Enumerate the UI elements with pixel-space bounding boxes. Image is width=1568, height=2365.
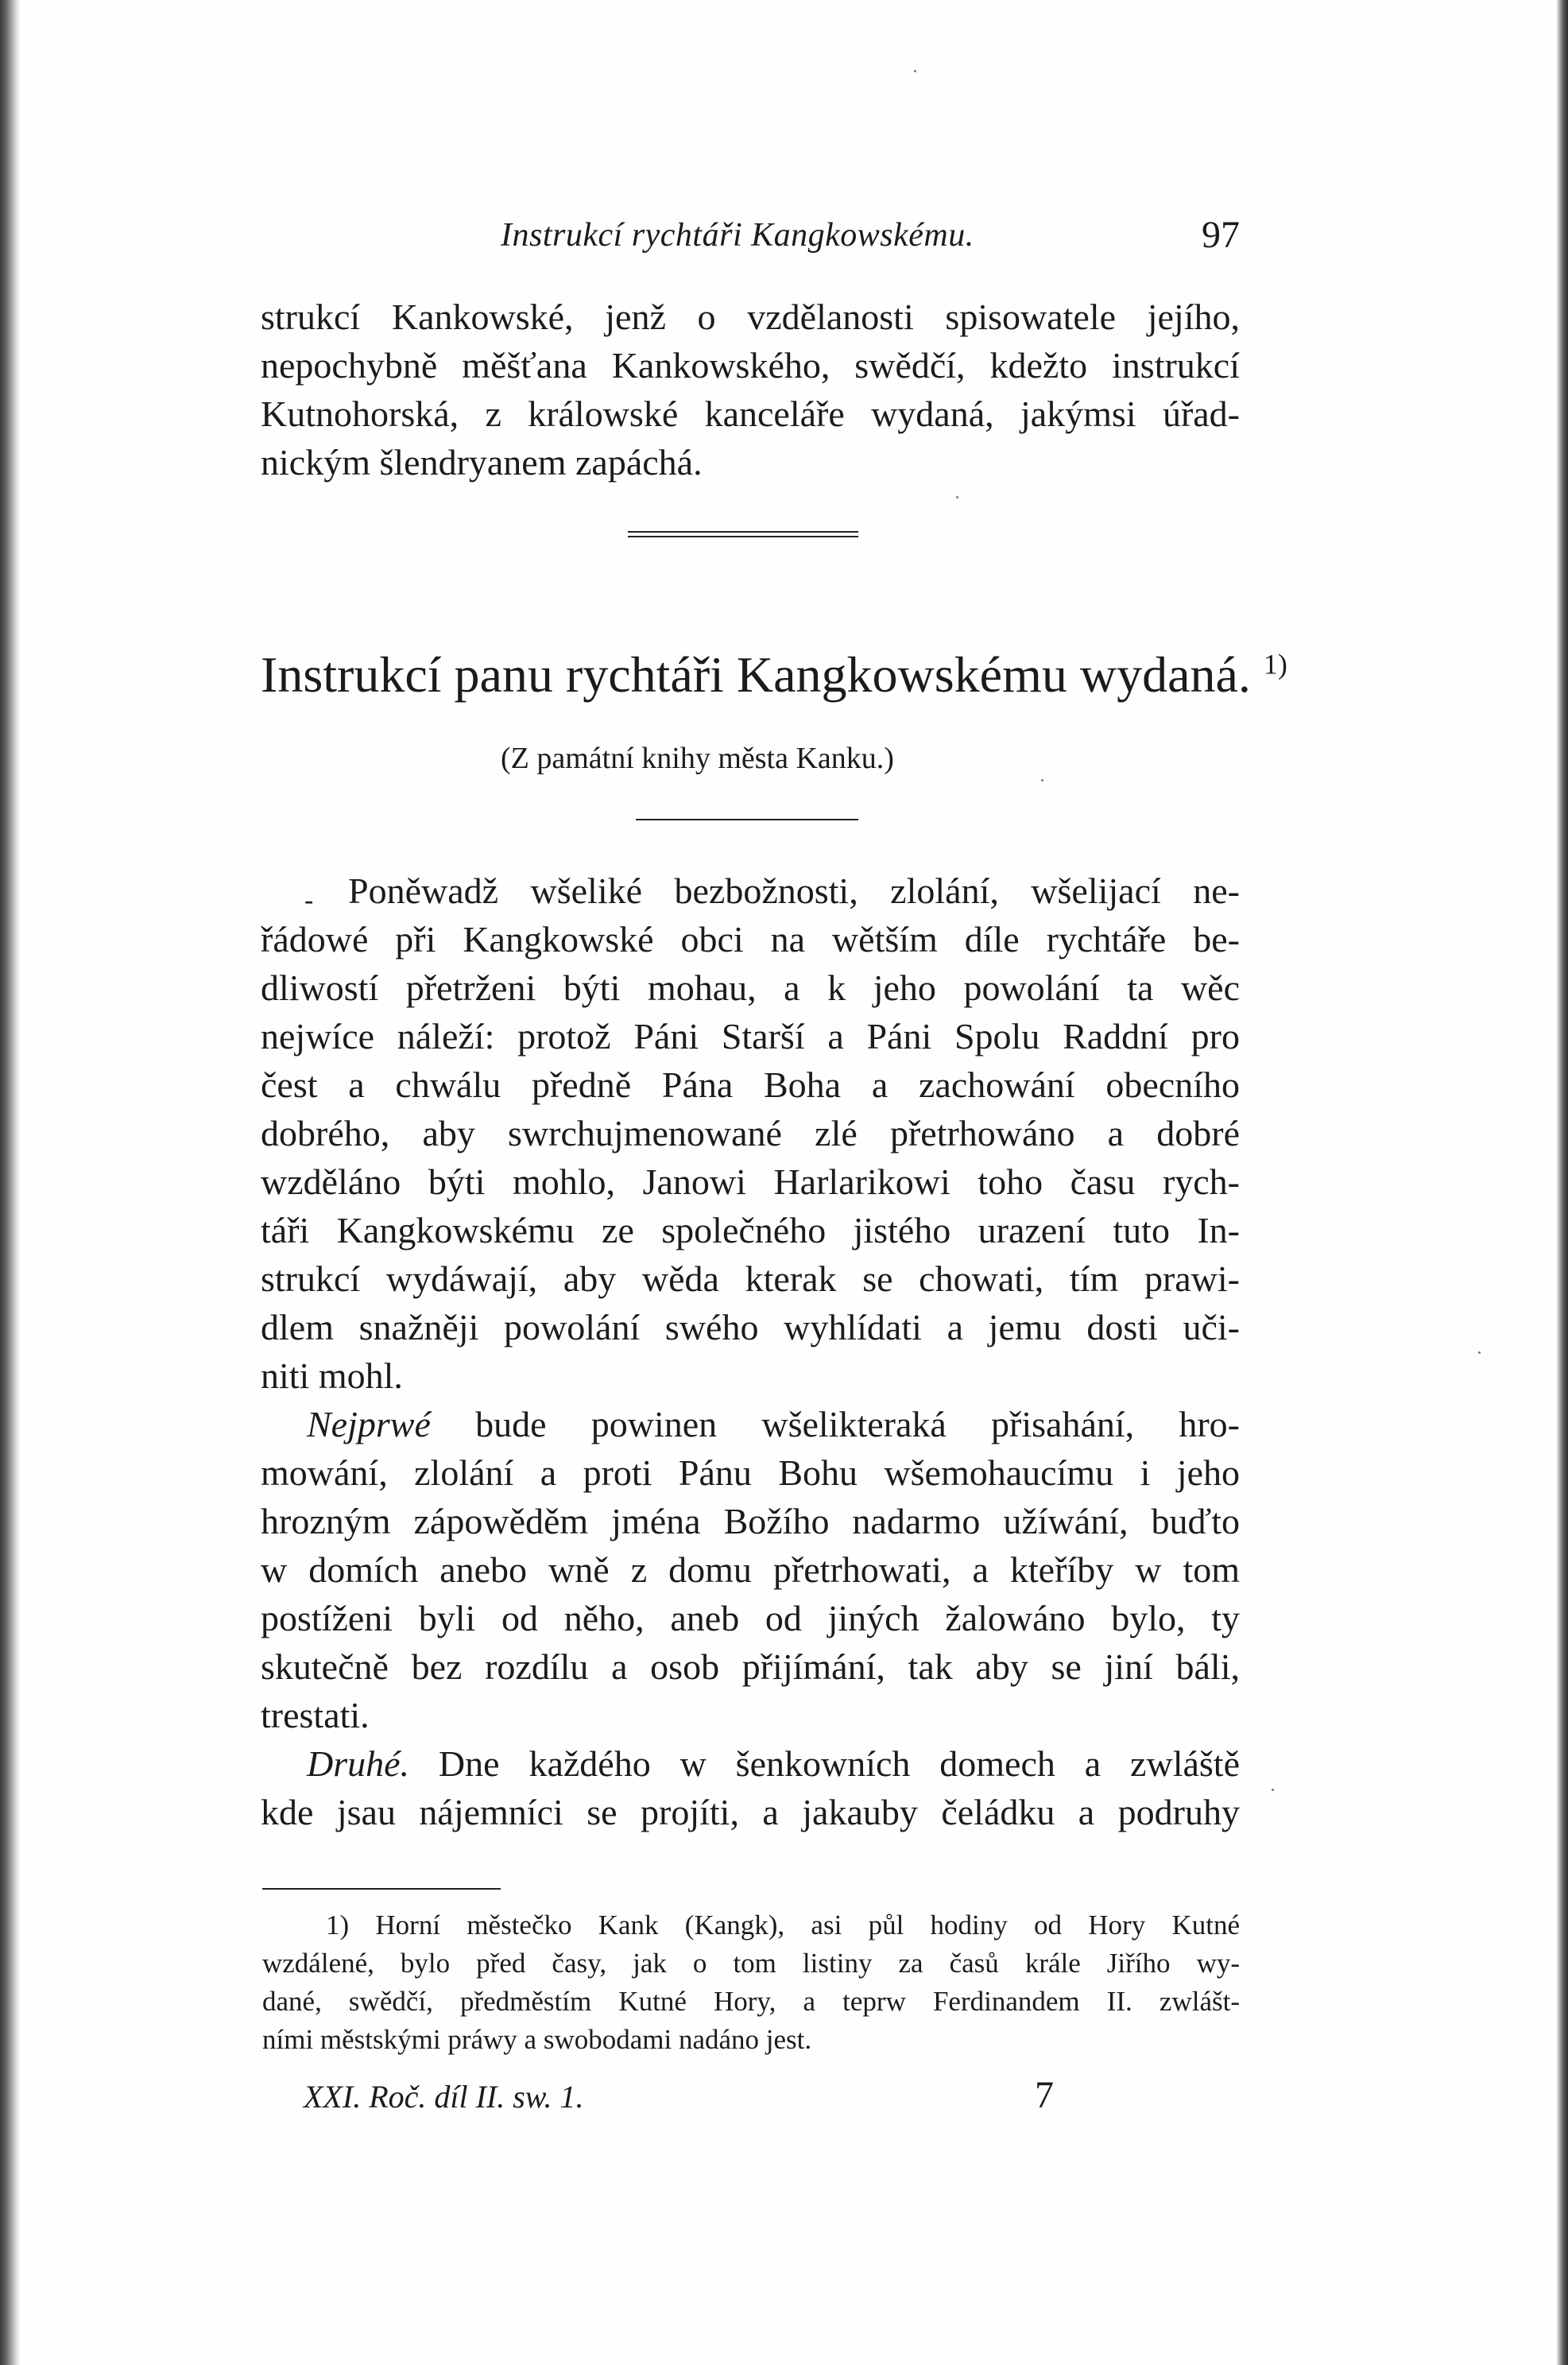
body-line: čest a chwálu předně Pána Boha a zachowání obecního	[261, 1064, 1240, 1105]
page-number: 97	[1202, 214, 1240, 256]
single-rule-divider	[636, 819, 858, 820]
paper-speck	[956, 496, 958, 498]
intro-line: Kutnohorská, z králowské kanceláře wydaná, jakýmsi úřad-	[261, 394, 1240, 434]
footnote-rule	[262, 1888, 501, 1890]
body-line: skutečně bez rozdílu a osob přijímání, tak aby se jiní báli,	[261, 1646, 1240, 1687]
body-line: dobrého, aby swrchujmenowané zlé přetrhowáno a dobré	[261, 1113, 1240, 1153]
body-line: dliwostí přetrženi býti mohau, a k jeho powolání ta wěc	[261, 967, 1240, 1008]
body-line: w domích anebo wně z domu přetrhowati, a kteříby w tom	[261, 1549, 1240, 1590]
paper-speck	[1272, 1789, 1274, 1791]
body-line: niti mohl.	[261, 1355, 403, 1396]
intro-paragraph	[261, 293, 1240, 487]
body-line	[261, 1400, 1240, 1448]
running-title: Instrukcí rychtáři Kangkowskému.	[501, 217, 974, 254]
paragraph-label: Nejprwé	[307, 1404, 431, 1444]
footnote	[262, 1906, 1240, 2059]
margin-dash: -	[304, 886, 314, 915]
intro-line: nickým šlendryanem zapáchá.	[261, 442, 703, 483]
intro-line: strukcí Kankowské, jenž o vzdělanosti spisowatele jejího,	[261, 297, 1240, 337]
running-header	[262, 216, 1240, 264]
footnote-marker: 1)	[1263, 648, 1287, 680]
paper-speck	[1041, 779, 1043, 781]
body-line: mowání, zlolání a proti Pánu Bohu wšemohaucímu i jeho	[261, 1452, 1240, 1493]
footnote-line: wzdálené, bylo před časy, jak o tom listiny za časů krále Jiřího wy-	[262, 1948, 1240, 1979]
body-line: trestati.	[261, 1695, 370, 1735]
body-line: řádowé při Kangkowské obci na wětším díle rychtáře be-	[261, 919, 1240, 960]
body-line	[261, 1739, 1240, 1788]
page-left-shadow	[0, 0, 21, 2365]
body-text	[261, 867, 1240, 1836]
body-line: nejwíce náleží: protož Páni Starší a Páni Spolu Raddní pro	[261, 1016, 1240, 1056]
footnote-line: dané, swědčí, předměstím Kutné Hory, a teprw Ferdinandem II. zwlášt-	[262, 1986, 1240, 2017]
body-line: Poněwadž wšeliké bezbožnosti, zlolání, wšelijací ne-	[348, 870, 1240, 911]
body-line: hrozným zápowěděm jména Božího nadarmo užíwání, buďto	[261, 1501, 1240, 1541]
page-right-shadow	[1557, 0, 1568, 2365]
body-line: strukcí wydáwají, aby wěda kterak se chowati, tím prawi-	[261, 1258, 1240, 1299]
sheet-number: 7	[1035, 2074, 1054, 2116]
volume-signature: XXI. Roč. díl II. sw. 1.	[304, 2079, 584, 2115]
paragraph-label: Druhé.	[307, 1743, 410, 1784]
section-title-text: Instrukcí panu rychtáři Kangkowskému wydaná.	[261, 646, 1251, 703]
body-line: wzděláno býti mohlo, Janowi Harlarikowi toho času rych-	[261, 1161, 1240, 1202]
source-note: (Z památní knihy města Kanku.)	[501, 742, 894, 775]
body-line: postíženi byli od něho, aneb od jiných žalowáno bylo, ty	[261, 1598, 1240, 1638]
body-line: táři Kangkowskému ze společného jistého urazení tuto In-	[261, 1210, 1240, 1250]
body-line-text: Dne každého w šenkowních domech a zwláště	[409, 1743, 1240, 1784]
section-title	[261, 646, 1294, 704]
paper-speck	[1478, 1351, 1481, 1354]
body-line: dlem snažněji powolání swého wyhlídati a jemu dosti uči-	[261, 1307, 1240, 1347]
double-rule-divider	[628, 531, 858, 537]
footnote-line: 1) Horní městečko Kank (Kangk), asi půl hodiny od Hory Kutné	[326, 1909, 1240, 1940]
body-line: kde jsau nájemníci se projíti, a jakauby čeládku a podruhy	[261, 1792, 1240, 1832]
paper-speck	[914, 70, 916, 72]
intro-line: nepochybně měšťana Kankowského, swědčí, kdežto instrukcí	[261, 345, 1240, 386]
body-line-text: bude powinen wšelikteraká přisahání, hro-	[430, 1404, 1240, 1444]
footnote-line: ními městskými práwy a swobodami nadáno jest.	[262, 2024, 812, 2055]
